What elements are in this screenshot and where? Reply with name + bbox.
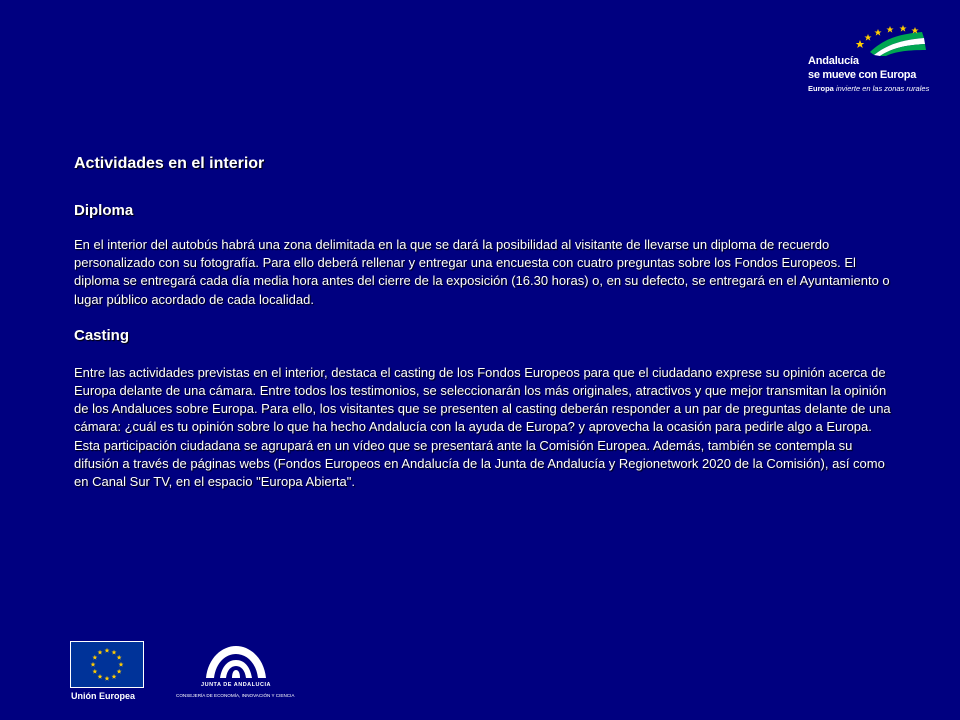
eu-star-icon: [112, 650, 117, 655]
logo-line-2: se mueve con Europa: [808, 69, 917, 81]
eu-star-icon: [105, 648, 110, 653]
eu-star-icon: [112, 674, 117, 679]
logo-line-3: [808, 84, 929, 93]
junta-line-2: CONSEJERÍA DE ECONOMÍA, INNOVACIÓN Y CIENCIA: [176, 693, 295, 698]
main-content: [74, 155, 900, 491]
eu-star-icon: [119, 662, 124, 667]
eu-star-icon: [117, 655, 122, 660]
section-text-casting: Entre las actividades previstas en el interior, destaca el casting de los Fondos Europeos para que el ciudadano exprese su opinión acerca de Europa delante de una cámara. Entre todos los testimonios, se seleccionarán los más originales, atractivos y que mejor transmitan la opinión de los Andaluces sobre Europa. Para ello, los visitantes que se presenten al casting deberán responder a un par de preguntas delante de una cámara: ¿cuál es tu opinión sobre lo que ha hecho Andalucía con la ayuda de Europa? y aprovecha la ocasión para pedirle algo a Europa. Esta participación ciudadana se agrupará en un vídeo que se presentará ante la Comisión Europea. Además, también se contempla su difusión a través de páginas webs (Fondos Europeos en Andalucía de la Junta de Andalucía y Regionetwork 2020 de la Comisión), así como en Canal Sur TV, en el espacio "Europa Abierta".: [74, 364, 891, 490]
eu-logo: [70, 641, 144, 709]
eu-star-icon: [92, 669, 97, 674]
junta-andalucia-logo: [176, 640, 296, 708]
eu-star-icon: [98, 650, 103, 655]
stars-stripes-icon: [800, 22, 930, 56]
section-heading-diploma: Diploma: [74, 202, 134, 219]
eu-star-icon: [98, 674, 103, 679]
eu-star-icon: [105, 676, 110, 681]
page-title: Actividades en el interior: [74, 155, 265, 172]
junta-line-1: JUNTA DE ANDALUCIA: [201, 682, 271, 688]
section-text-diploma: En el interior del autobús habrá una zona delimitada en la que se dará la posibilidad al visitante de llevarse un diploma de recuerdo personalizado con su fotografía. Para ello deberá rellenar y entregar una encuesta con cuatro preguntas sobre los Fondos Europeos. El diploma se entregará cada día media hora antes del cierre de la exposición (16.30 horas) o, en su defecto, se entregará en el Ayuntamiento o lugar público acordado de cada localidad.: [74, 237, 890, 307]
eu-label: Unión Europea: [71, 691, 136, 701]
junta-emblem-icon: [200, 640, 272, 680]
logo-line-3-bold: Europa: [808, 84, 834, 93]
logo-line-3-italic: invierte en las zonas rurales: [835, 84, 930, 93]
logo-line-1: Andalucía: [808, 55, 859, 67]
eu-star-icon: [91, 662, 96, 667]
andalucia-europa-logo: [800, 22, 940, 102]
section-heading-casting: Casting: [74, 326, 130, 344]
eu-flag-icon: [70, 641, 144, 688]
eu-star-icon: [117, 669, 122, 674]
eu-star-icon: [92, 655, 97, 660]
